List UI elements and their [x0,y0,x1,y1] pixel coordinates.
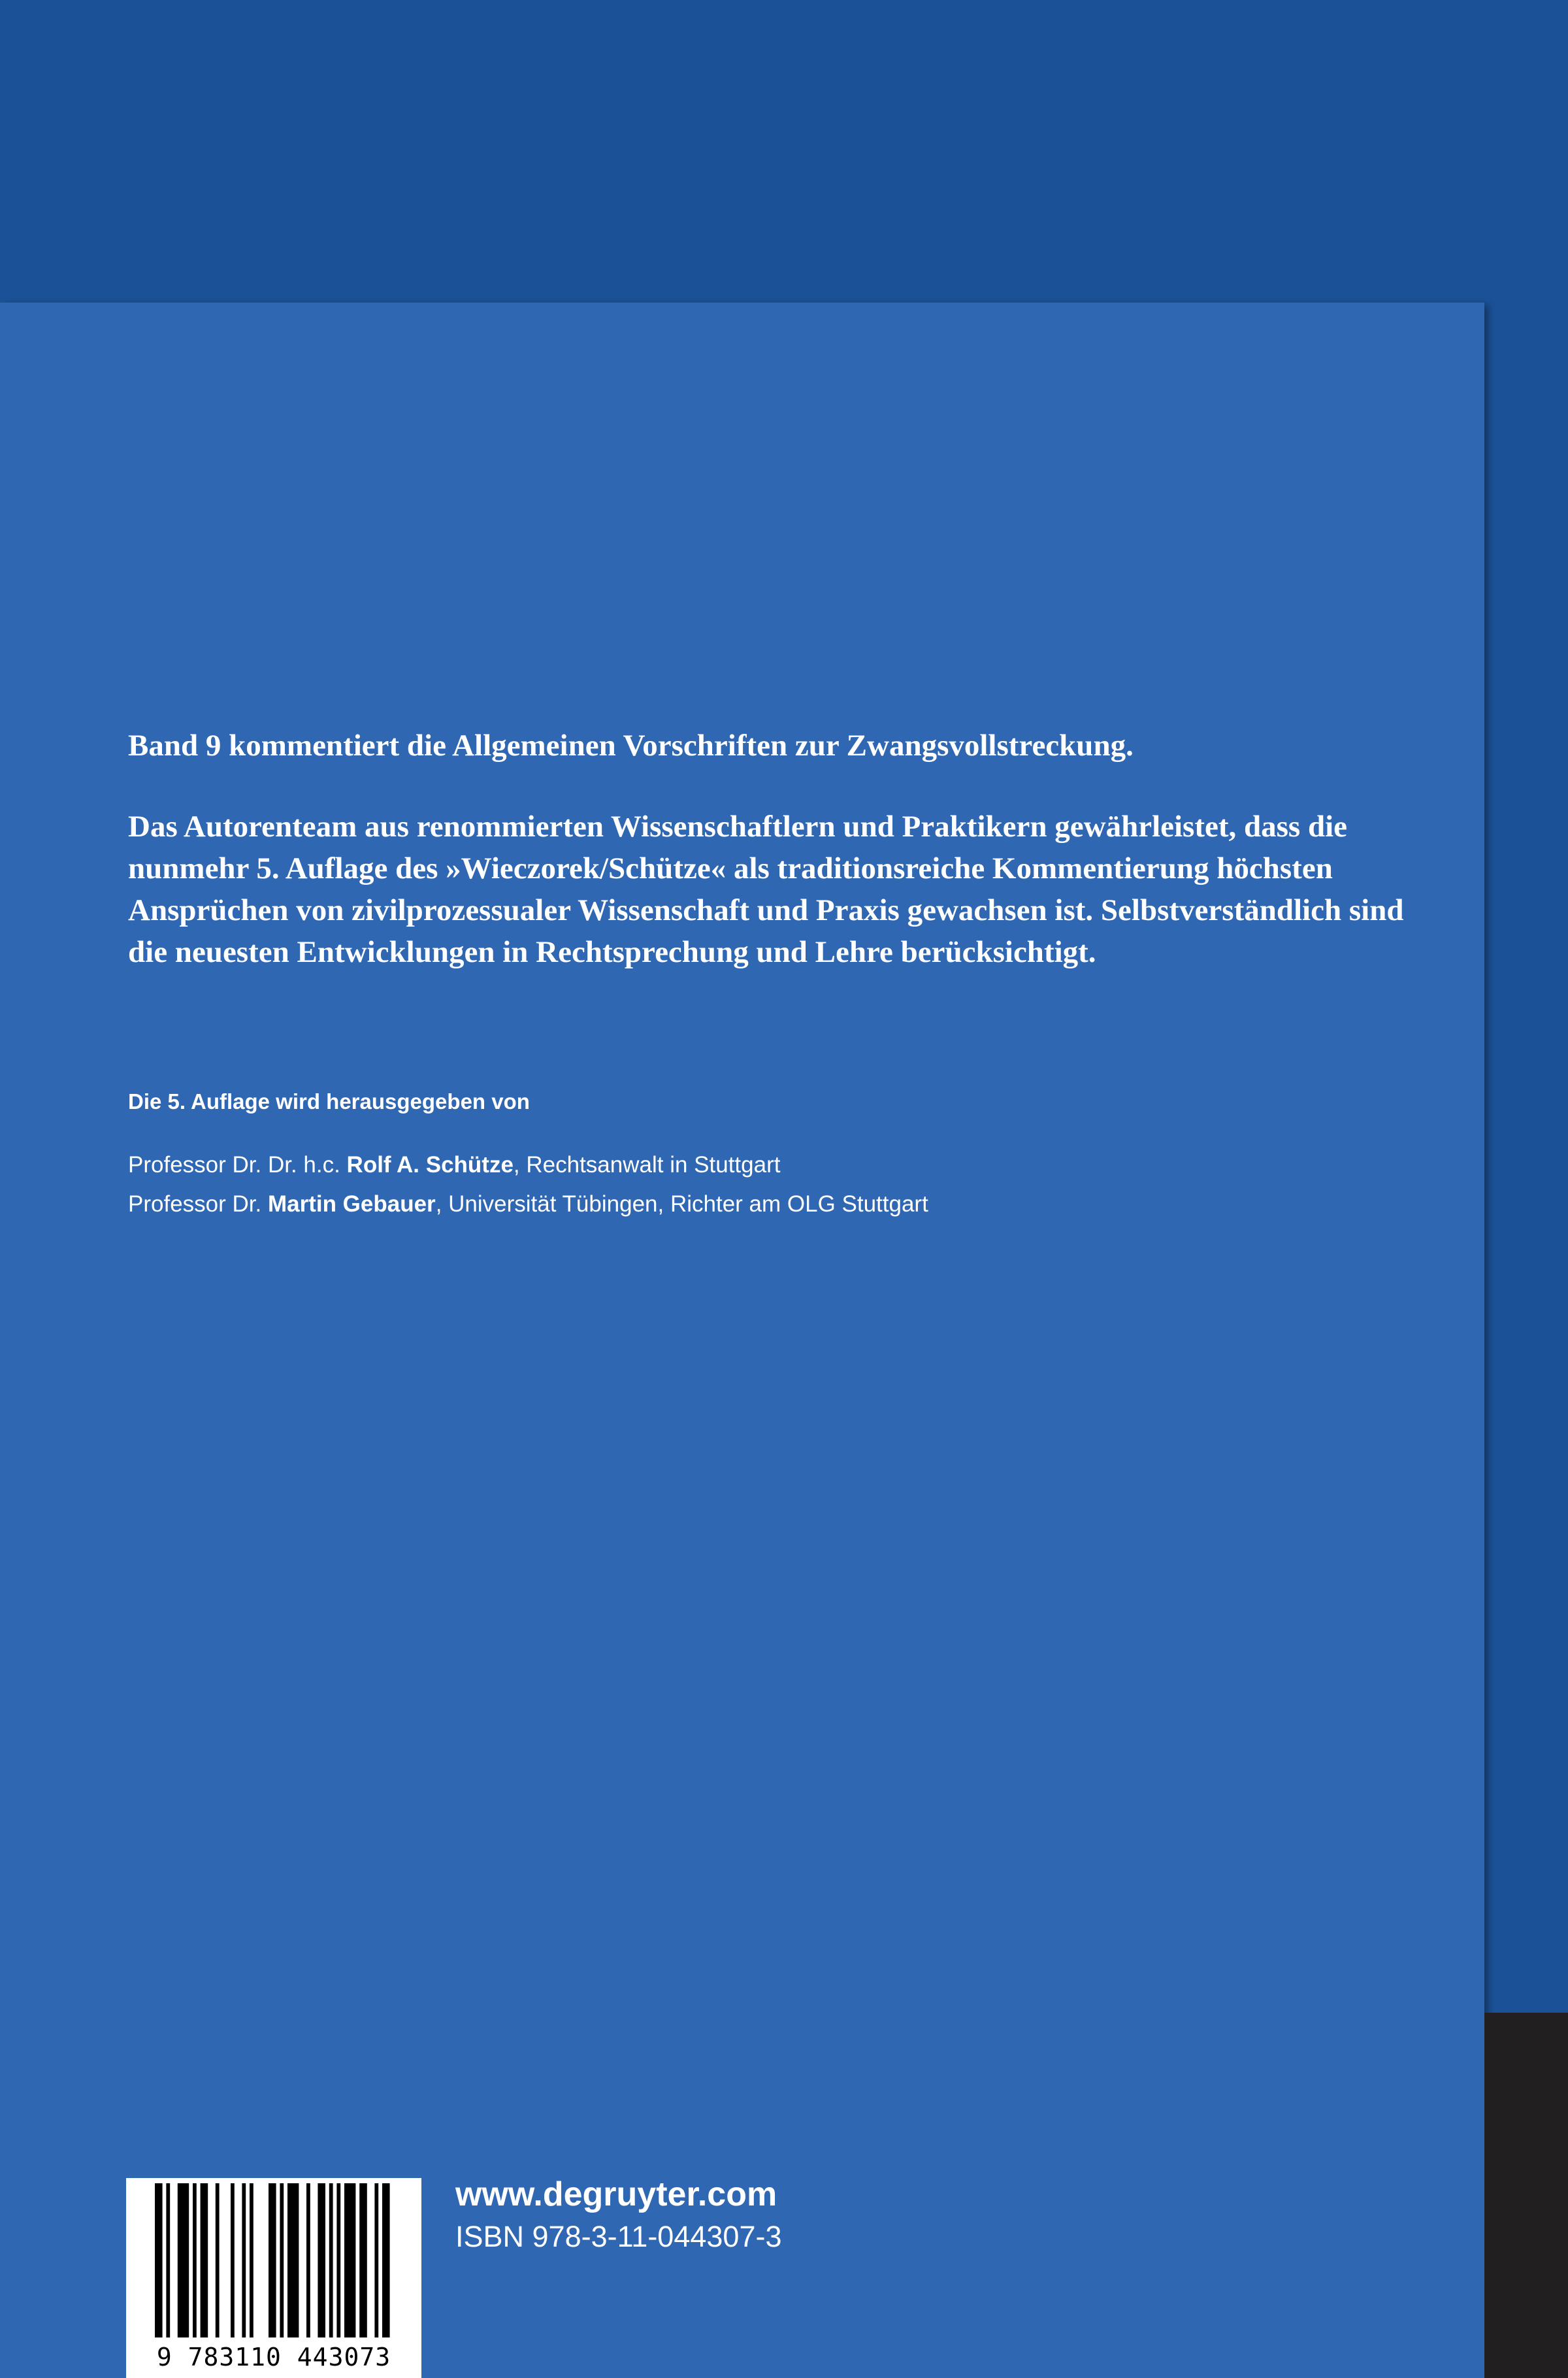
barcode-bar [166,2183,170,2337]
editor-line [128,1191,928,1217]
barcode [126,2178,421,2378]
barcode-bar [306,2183,310,2337]
barcode-bar [155,2183,163,2337]
barcode-bar [242,2183,246,2337]
barcode-bar [201,2183,208,2337]
editor-title: Professor Dr. [128,1191,268,1217]
barcode-bar [382,2183,390,2337]
barcode-bar [318,2183,325,2337]
barcode-bars [126,2178,421,2341]
barcode-digits: 9 783110 443073 [156,2343,391,2371]
barcode-bar [216,2183,220,2337]
editor-title: Professor Dr. Dr. h.c. [128,1152,347,1178]
editor-name: Martin Gebauer [267,1191,436,1217]
publisher-website[interactable]: www.degruyter.com [455,2175,777,2213]
barcode-bar [231,2183,235,2337]
barcode-bar [344,2183,355,2337]
barcode-bar [250,2183,253,2337]
editor-name: Rolf A. Schütze [346,1152,514,1178]
barcode-bar [374,2183,378,2337]
barcode-bar [329,2183,333,2337]
barcode-bar [269,2183,276,2337]
barcode-bar [336,2183,340,2337]
barcode-bar [178,2183,189,2337]
barcode-bar [280,2183,284,2337]
blurb-intro: Band 9 kommentiert die Allgemeinen Vorschriften zur Zwangsvollstreckung. [128,729,1134,763]
editor-line [128,1152,780,1178]
barcode-bar [287,2183,299,2337]
barcode-bar [193,2183,197,2337]
barcode-bar [359,2183,367,2337]
isbn-number: ISBN 978-3-11-044307-3 [455,2220,782,2253]
cover-panel [0,303,1484,2378]
blurb-description: Das Autorenteam aus renommierten Wissenschaftlern und Praktikern gewährleistet, dass die nunmehr 5. Auflage des »Wieczorek/Schütze« als traditionsreiche Kommentierung höchsten Ansprüchen von zivilprozessualer Wissenschaft und Praxis gewachsen ist. Selbstverständlich sind die neuesten Entwicklungen in Rechtsprechung und Lehre berücksichtigt. [128,810,1404,969]
editors-heading: Die 5. Auflage wird herausgegeben von [128,1089,530,1114]
editor-affiliation: , Universität Tübingen, Richter am OLG Stuttgart [435,1191,928,1217]
spine-edge [1484,2013,1568,2378]
editor-affiliation: , Rechtsanwalt in Stuttgart [513,1152,781,1178]
